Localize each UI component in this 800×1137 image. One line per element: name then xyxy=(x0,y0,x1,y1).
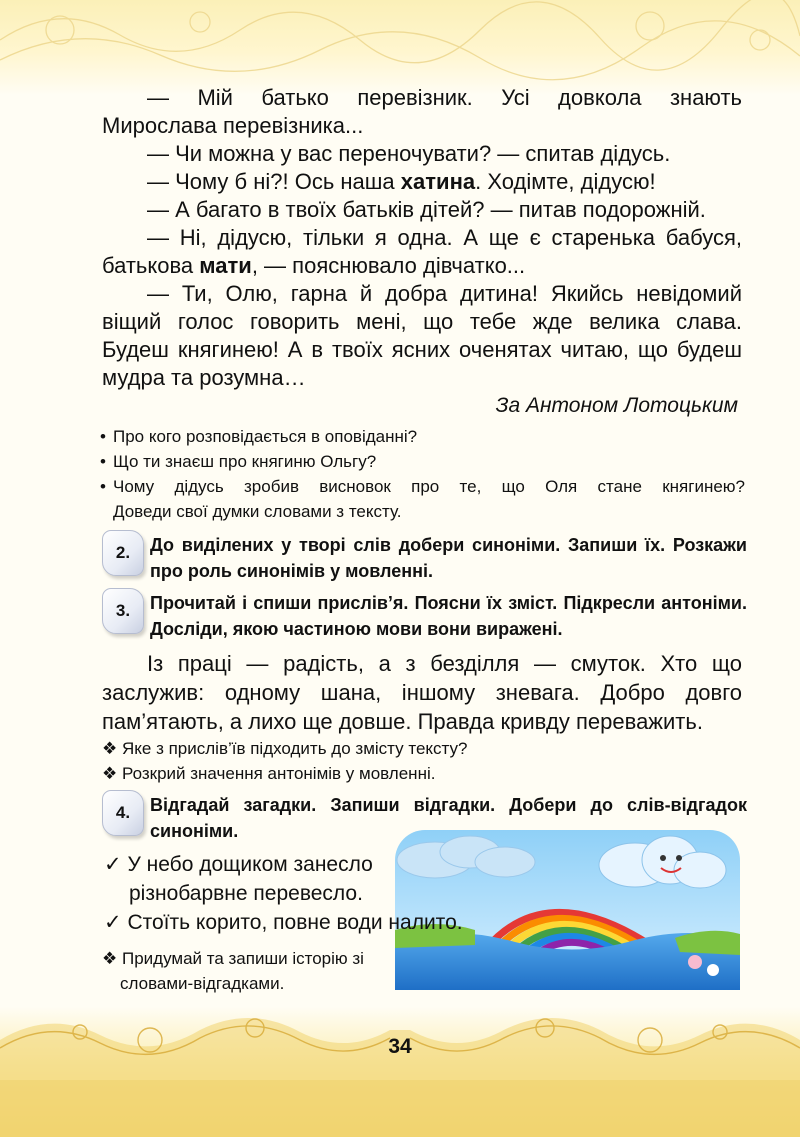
highlighted-word: хатина xyxy=(400,169,476,194)
story-line: — Ні, дідусю, тільки я одна. А ще є старенька бабуся, xyxy=(147,225,742,250)
proverb-line: пам’ятають, а лихо ще довше. Правда кривду переважить. xyxy=(102,709,703,734)
story-line: Мирослава перевізника... xyxy=(102,113,364,138)
ornament-border xyxy=(0,1000,800,1137)
task-number-badge: 4. xyxy=(102,790,144,836)
list-item: ❖ Яке з прислів’їв підходить до змісту тексту? xyxy=(102,739,468,758)
story-line: — А багато в твоїх батьків дітей? — питав подорожній. xyxy=(147,197,706,222)
task-number-badge: 3. xyxy=(102,588,144,634)
diamond-bullet-icon: ❖ xyxy=(102,739,118,758)
bullet-icon: • xyxy=(100,452,106,471)
list-item: Доведи свої думки словами з тексту. xyxy=(113,502,402,521)
question-list xyxy=(100,424,745,524)
highlighted-word: мати xyxy=(199,253,252,278)
story-line: мудра та розумна… xyxy=(102,365,306,390)
task-3 xyxy=(102,586,747,642)
riddle-line: ✓ Стоїть корито, повне води налито. xyxy=(104,911,463,934)
proverb-line: заслужив: одному шана, іншому зневага. Добро довго xyxy=(102,680,742,705)
proverb-questions xyxy=(102,736,602,786)
story-attribution: За Антоном Лотоцьким xyxy=(495,394,738,417)
list-item: ❖ Розкрий значення антонімів у мовленні. xyxy=(102,764,436,783)
task-instruction: Відгадай загадки. Запиши відгадки. Добери до слів-відгадок синоніми. xyxy=(150,795,747,841)
check-icon: ✓ xyxy=(104,853,122,876)
story-line: Будеш княгинею! А в твоїх ясних оченятах читаю, що будеш xyxy=(102,337,742,362)
diamond-bullet-icon: ❖ xyxy=(102,949,118,968)
task-instruction: До виділених у творі слів добери синоніми. Запиши їх. Розкажи про роль синонімів у мовленні. xyxy=(150,535,747,581)
final-task: ❖ Придумай та запиши історію зі словами-відгадками. xyxy=(102,949,364,993)
story-line: віщий голос говорить мені, що тебе жде велика слава. xyxy=(102,309,742,334)
page-number: 34 xyxy=(388,1035,412,1058)
check-icon: ✓ xyxy=(104,911,122,934)
story-line: — Мій батько перевізник. Усі довкола знають xyxy=(147,85,742,110)
story-line: — Чи можна у вас переночувати? — спитав дідусь. xyxy=(147,141,671,166)
story-line: — Ти, Олю, гарна й добра дитина! Якийсь невідомий xyxy=(147,281,742,306)
list-item: • Чому дідусь зробив висновок про те, що Оля стане княгинею? xyxy=(100,474,745,499)
riddle-line: різнобарвне перевесло. xyxy=(129,882,363,905)
diamond-bullet-icon: ❖ xyxy=(102,764,118,783)
story-line: батькова мати, — пояснювало дівчатко... xyxy=(102,253,526,278)
task-instruction: Прочитай і спиши прислів’я. Поясни їх зміст. Підкресли антоніми. Досліди, якою частиною мови вони виражені. xyxy=(150,593,747,639)
proverbs-text xyxy=(102,649,742,736)
ornament-border xyxy=(0,0,800,90)
bullet-icon: • xyxy=(100,427,106,446)
riddles xyxy=(104,850,494,937)
story-line: — Чому б ні?! Ось наша хатина. Ходімте, дідусю! xyxy=(147,169,656,194)
task-2 xyxy=(102,528,747,584)
task-number-badge: 2. xyxy=(102,530,144,576)
proverb-line: Із праці — радість, а з безділля — смуток. Хто що xyxy=(147,651,742,676)
riddle-line: ✓ У небо дощиком занесло xyxy=(104,853,373,876)
bullet-icon: • xyxy=(100,477,106,496)
list-item: • Про кого розповідається в оповіданні? xyxy=(100,424,745,449)
story-text xyxy=(102,84,742,392)
list-item: • Що ти знаєш про княгиню Ольгу? xyxy=(100,449,745,474)
